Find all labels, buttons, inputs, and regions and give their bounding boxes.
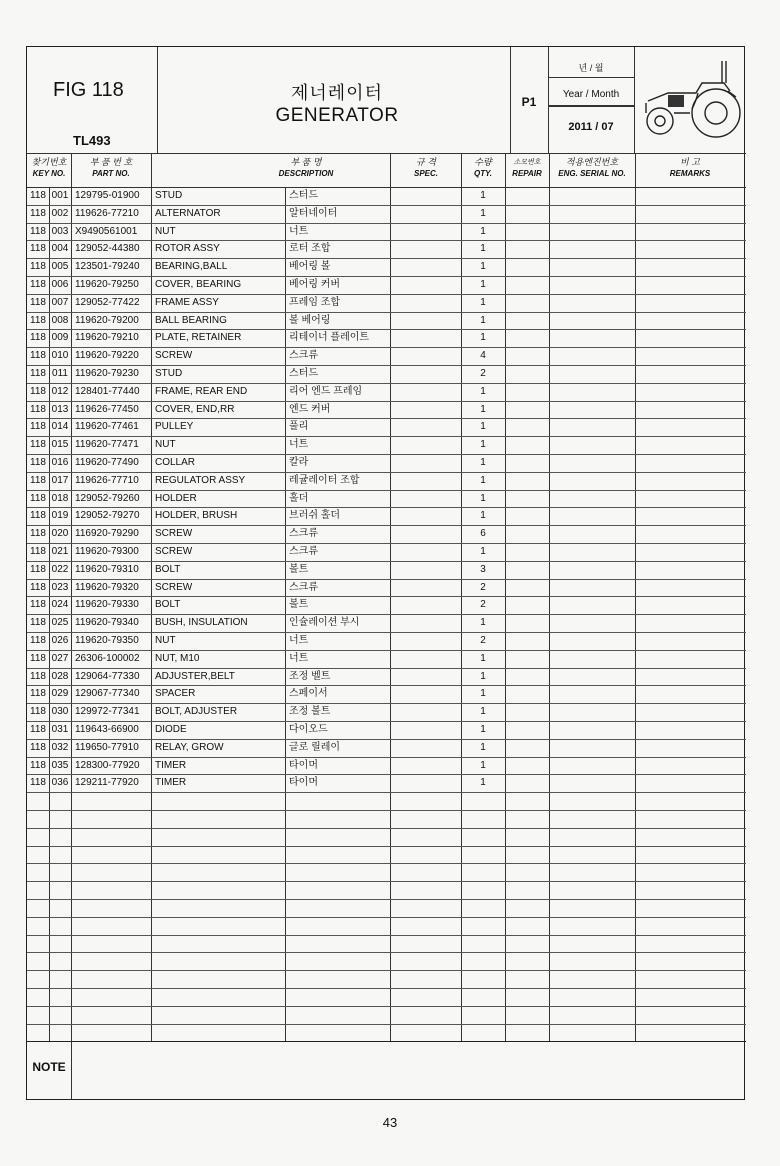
description-english-cell: NUT (155, 439, 176, 451)
key-number-cell: 026 (51, 635, 69, 646)
fig-number-cell: 118 (30, 385, 46, 397)
key-number-cell: 011 (52, 368, 68, 379)
tractor-icon (638, 53, 742, 147)
fig-number-cell: 118 (30, 635, 46, 646)
description-korean-cell: 너트 (289, 635, 309, 646)
quantity-cell: 1 (480, 492, 486, 504)
part-number-cell: 119620-79350 (75, 635, 139, 646)
part-number-cell: 129052-77422 (75, 296, 140, 308)
description-english-cell: SCREW (155, 581, 193, 593)
part-number-cell: 119626-77450 (75, 403, 139, 415)
table-row (27, 472, 746, 490)
description-korean-cell: 너트 (289, 652, 309, 664)
table-row (27, 650, 746, 668)
quantity-cell: 1 (480, 688, 486, 700)
key-number-cell: 005 (51, 261, 69, 273)
description-korean-cell: 스크류 (289, 350, 318, 362)
quantity-cell: 1 (480, 724, 486, 735)
quantity-cell: 1 (480, 385, 486, 397)
quantity-cell: 1 (480, 777, 486, 789)
fig-number-cell: 118 (30, 546, 46, 557)
fig-number-cell: 118 (30, 741, 46, 753)
fig-number-cell: 118 (30, 581, 46, 593)
table-row (27, 596, 746, 614)
quantity-cell: 4 (480, 350, 486, 362)
quantity-cell: 1 (480, 403, 486, 415)
quantity-cell: 2 (480, 599, 486, 611)
table-row (27, 383, 746, 401)
fig-number-cell: 118 (30, 457, 46, 468)
table-row (27, 579, 746, 597)
quantity-cell: 1 (480, 332, 486, 344)
quantity-cell: 1 (480, 670, 486, 682)
part-number-cell: 119650-77910 (75, 741, 139, 753)
description-english-cell: ROTOR ASSY (155, 243, 220, 255)
description-english-cell: NUT (155, 225, 176, 237)
part-number-cell: 119620-79250 (75, 279, 139, 290)
key-number-cell: 020 (51, 528, 69, 540)
quantity-cell: 1 (480, 279, 486, 290)
key-number-cell: 016 (51, 457, 69, 468)
quantity-cell: 1 (480, 510, 486, 522)
table-row (27, 223, 746, 241)
table-row (27, 774, 746, 792)
key-number-cell: 003 (51, 225, 69, 237)
description-korean-cell: 로터 조합 (289, 243, 331, 255)
fig-number-cell: 118 (30, 528, 46, 540)
fig-number-cell: 118 (30, 314, 46, 326)
table-row (27, 276, 746, 294)
key-number-cell: 024 (51, 599, 69, 611)
key-number-cell: 017 (51, 474, 69, 486)
note-divider (71, 1041, 72, 1099)
grid-row-line (27, 1006, 746, 1007)
part-number-cell: 129067-77340 (75, 688, 140, 700)
part-number-cell: 119620-79310 (75, 563, 139, 575)
fig-number-cell: 118 (30, 688, 46, 700)
part-number-cell: X9490561001 (75, 225, 138, 237)
part-number-cell: 129972-77341 (75, 706, 140, 718)
fig-number-cell: 118 (30, 403, 46, 415)
table-row (27, 543, 746, 561)
part-number-cell: 119620-79220 (75, 350, 139, 362)
part-number-cell: 129064-77330 (75, 670, 140, 682)
grid-row-line (27, 952, 746, 953)
column-header-repair: 소모번호 REPAIR (512, 159, 542, 178)
fig-number-cell: 118 (30, 279, 46, 290)
key-number-cell: 015 (51, 439, 69, 451)
fig-number-cell: 118 (30, 350, 46, 362)
description-english-cell: ADJUSTER,BELT (155, 670, 235, 682)
column-header-remarks: 비 고 REMARKS (669, 157, 711, 178)
description-english-cell: FRAME ASSY (155, 296, 219, 308)
table-row (27, 703, 746, 721)
description-english-cell: BEARING,BALL (155, 261, 228, 273)
table-row (27, 258, 746, 276)
figure-number: FIG 118 (53, 79, 124, 101)
page-label: P1 (521, 95, 537, 109)
description-korean-cell: 리어 엔드 프레임 (289, 385, 363, 397)
quantity-cell: 1 (480, 617, 486, 629)
fig-number-cell: 118 (30, 777, 46, 789)
table-row (27, 365, 746, 383)
column-header-engine-serial: 적용엔진번호 ENG. SERIAL NO. (558, 157, 626, 178)
table-row (27, 561, 746, 579)
description-english-cell: BUSH, INSULATION (155, 617, 248, 629)
description-korean-cell: 볼트 (289, 599, 309, 611)
key-number-cell: 030 (51, 706, 69, 718)
key-number-cell: 027 (51, 652, 69, 664)
description-korean-cell: 리테이너 플레이트 (289, 332, 370, 344)
table-row (27, 401, 746, 419)
part-number-cell: 119626-77710 (75, 474, 139, 486)
key-number-cell: 012 (51, 385, 69, 397)
grid-row-line (27, 846, 746, 847)
note-label: NOTE (32, 1060, 66, 1074)
description-english-cell: COLLAR (155, 457, 196, 468)
key-number-cell: 018 (51, 492, 69, 504)
fig-number-cell: 118 (30, 706, 46, 718)
part-number-cell: 123501-79240 (75, 261, 140, 273)
description-korean-cell: 인슐레이션 부시 (289, 617, 360, 629)
fig-number-cell: 118 (30, 563, 46, 575)
quantity-cell: 1 (480, 474, 486, 486)
description-korean-cell: 타이머 (289, 777, 318, 789)
description-korean-cell: 조정 볼트 (289, 706, 331, 718)
fig-number-cell: 118 (30, 599, 46, 611)
table-row (27, 312, 746, 330)
part-number-cell: 129211-77920 (75, 777, 139, 789)
fig-number-cell: 118 (30, 759, 46, 771)
description-korean-cell: 스페이서 (289, 688, 328, 700)
quantity-cell: 2 (480, 581, 486, 593)
fig-number-cell: 118 (30, 724, 46, 735)
description-korean-cell: 타이머 (289, 759, 318, 771)
description-korean-cell: 칼라 (289, 457, 309, 468)
key-number-cell: 006 (51, 279, 69, 290)
part-number-cell: 119626-77210 (75, 207, 139, 219)
quantity-cell: 1 (480, 546, 486, 557)
quantity-cell: 1 (480, 296, 486, 308)
note-rule (27, 1041, 746, 1042)
grid-row-line (27, 970, 746, 971)
description-korean-cell: 베어링 볼 (289, 261, 331, 273)
description-korean-cell: 풀리 (289, 421, 309, 433)
table-row (27, 205, 746, 223)
description-korean-cell: 브러쉬 홀더 (289, 510, 341, 522)
description-korean-cell: 홀더 (289, 492, 309, 504)
part-number-cell: 26306-100002 (75, 652, 140, 664)
quantity-cell: 1 (480, 741, 486, 753)
grid-row-line (27, 828, 746, 829)
grid-row-line (27, 1024, 746, 1025)
part-number-cell: 116920-79290 (75, 528, 139, 540)
fig-number-cell: 118 (30, 368, 46, 379)
quantity-cell: 1 (480, 190, 486, 201)
description-korean-cell: 엔드 커버 (289, 403, 331, 415)
description-korean-cell: 너트 (289, 225, 309, 237)
quantity-cell: 2 (480, 368, 486, 379)
description-english-cell: HOLDER, BRUSH (155, 510, 238, 522)
quantity-cell: 1 (480, 759, 486, 771)
description-english-cell: STUD (155, 190, 183, 201)
description-english-cell: BOLT, ADJUSTER (155, 706, 238, 718)
table-row (27, 187, 746, 205)
key-number-cell: 001 (51, 190, 69, 201)
part-number-cell: 129052-79260 (75, 492, 140, 504)
part-number-cell: 119620-79230 (75, 368, 139, 379)
column-header-description: 부 품 명 DESCRIPTION (278, 157, 334, 178)
quantity-cell: 1 (480, 314, 486, 326)
fig-number-cell: 118 (30, 296, 46, 308)
table-row (27, 454, 746, 472)
fig-number-cell: 118 (30, 332, 46, 344)
description-korean-cell: 글로 릴레이 (289, 741, 341, 753)
description-english-cell: COVER, END,RR (155, 403, 235, 415)
year-month-value: 2011 / 07 (568, 121, 614, 133)
description-english-cell: BOLT (155, 563, 181, 575)
fig-number-cell: 118 (30, 421, 46, 433)
part-number-cell: 128401-77440 (75, 385, 140, 397)
fig-number-cell: 118 (30, 474, 46, 486)
part-number-cell: 119620-77471 (75, 439, 139, 451)
part-number-cell: 128300-77920 (75, 759, 140, 771)
quantity-cell: 1 (480, 457, 486, 468)
title-korean: 제너레이터 (291, 83, 383, 103)
fig-number-cell: 118 (30, 652, 46, 664)
key-number-cell: 022 (51, 563, 69, 575)
description-korean-cell: 스크류 (289, 546, 318, 557)
grid-row-line (27, 881, 746, 882)
table-row (27, 525, 746, 543)
description-english-cell: SCREW (155, 546, 193, 557)
year-month-label-korean: 년 / 월 (578, 63, 604, 73)
fig-number-cell: 118 (30, 439, 46, 451)
key-number-cell: 035 (51, 759, 69, 771)
quantity-cell: 1 (480, 225, 486, 237)
header-divider (157, 47, 158, 153)
header-divider (510, 47, 511, 153)
fig-number-cell: 118 (30, 617, 46, 629)
key-number-cell: 004 (51, 243, 69, 255)
description-korean-cell: 프레임 조합 (289, 296, 341, 308)
table-row (27, 632, 746, 650)
description-english-cell: RELAY, GROW (155, 741, 224, 753)
part-number-cell: 129052-79270 (75, 510, 140, 522)
quantity-cell: 1 (480, 243, 486, 255)
description-english-cell: TIMER (155, 759, 187, 771)
parts-list-sheet (26, 46, 745, 1100)
fig-number-cell: 118 (30, 207, 46, 219)
key-number-cell: 028 (51, 670, 69, 682)
part-number-cell: 129795-01900 (75, 190, 140, 201)
table-row (27, 721, 746, 739)
grid-row-line (27, 917, 746, 918)
description-korean-cell: 볼 베어링 (289, 314, 331, 326)
key-number-cell: 008 (51, 314, 69, 326)
key-number-cell: 007 (51, 296, 69, 308)
description-english-cell: BOLT (155, 599, 181, 611)
page-number: 43 (382, 1115, 398, 1130)
quantity-cell: 1 (480, 421, 486, 433)
key-number-cell: 023 (51, 581, 69, 593)
key-number-cell: 029 (51, 688, 69, 700)
table-row (27, 668, 746, 686)
column-header-key: 찾기번호 KEY NO. (31, 157, 67, 178)
quantity-cell: 2 (480, 635, 486, 646)
part-number-cell: 129052-44380 (75, 243, 140, 255)
quantity-cell: 1 (480, 261, 486, 273)
key-number-cell: 013 (51, 403, 69, 415)
description-english-cell: DIODE (155, 724, 187, 735)
quantity-cell: 1 (480, 652, 486, 664)
description-korean-cell: 알터네이터 (289, 207, 338, 219)
key-number-cell: 019 (51, 510, 69, 522)
column-header-part: 부 품 번 호 PART NO. (89, 157, 133, 178)
grid-row-line (27, 935, 746, 936)
description-english-cell: REGULATOR ASSY (155, 474, 246, 486)
description-korean-cell: 레귤레이터 조합 (289, 474, 360, 486)
key-number-cell: 025 (51, 617, 69, 629)
description-korean-cell: 다이오드 (289, 724, 328, 735)
table-row (27, 739, 746, 757)
description-korean-cell: 조정 벨트 (289, 670, 331, 682)
fig-number-cell: 118 (30, 670, 46, 682)
description-korean-cell: 스크류 (289, 528, 318, 540)
description-english-cell: FRAME, REAR END (155, 385, 248, 397)
table-row (27, 685, 746, 703)
description-korean-cell: 스크류 (289, 581, 318, 593)
fig-number-cell: 118 (30, 225, 46, 237)
table-row (27, 614, 746, 632)
part-number-cell: 119643-66900 (75, 724, 139, 735)
fig-number-cell: 118 (30, 243, 46, 255)
description-english-cell: ALTERNATOR (155, 207, 221, 219)
part-number-cell: 119620-79200 (75, 314, 139, 326)
key-number-cell: 010 (51, 350, 69, 362)
key-number-cell: 002 (51, 207, 69, 219)
header-divider (548, 77, 634, 78)
table-row (27, 418, 746, 436)
description-korean-cell: 베어링 커버 (289, 279, 341, 290)
description-english-cell: PULLEY (155, 421, 194, 433)
description-english-cell: NUT (155, 635, 176, 646)
table-row (27, 347, 746, 365)
key-number-cell: 032 (51, 741, 69, 753)
part-number-cell: 119620-79340 (75, 617, 139, 629)
description-korean-cell: 스터드 (289, 368, 318, 379)
part-number-cell: 119620-79320 (75, 581, 139, 593)
part-number-cell: 119620-79210 (75, 332, 139, 344)
description-english-cell: STUD (155, 368, 183, 379)
description-korean-cell: 볼트 (289, 563, 309, 575)
part-number-cell: 119620-79300 (75, 546, 139, 557)
quantity-cell: 1 (480, 439, 486, 451)
part-number-cell: 119620-79330 (75, 599, 139, 611)
description-english-cell: PLATE, RETAINER (155, 332, 242, 344)
header-divider (548, 47, 549, 153)
description-english-cell: COVER, BEARING (155, 279, 242, 290)
quantity-cell: 1 (480, 706, 486, 718)
column-header-qty: 수량 QTY. (474, 157, 492, 178)
key-number-cell: 014 (51, 421, 69, 433)
grid-row-line (27, 810, 746, 811)
column-header-spec: 규 격 SPEC. (413, 157, 438, 178)
description-korean-cell: 스터드 (289, 190, 318, 201)
description-english-cell: TIMER (155, 777, 187, 789)
part-number-cell: 119620-77490 (75, 457, 139, 468)
fig-number-cell: 118 (30, 492, 46, 504)
key-number-cell: 009 (51, 332, 69, 344)
grid-row-line (27, 988, 746, 989)
model-code: TL493 (73, 133, 111, 148)
grid-row-line (27, 792, 746, 793)
key-number-cell: 031 (51, 724, 69, 735)
quantity-cell: 3 (480, 563, 486, 575)
quantity-cell: 6 (480, 528, 486, 540)
description-english-cell: SCREW (155, 350, 193, 362)
description-english-cell: HOLDER (155, 492, 197, 504)
year-month-label-english: Year / Month (562, 89, 620, 100)
fig-number-cell: 118 (30, 190, 46, 201)
table-row (27, 329, 746, 347)
table-row (27, 436, 746, 454)
fig-number-cell: 118 (30, 261, 46, 273)
description-english-cell: BALL BEARING (155, 314, 227, 326)
header-divider (634, 47, 635, 153)
table-row (27, 240, 746, 258)
quantity-cell: 1 (480, 207, 486, 219)
grid-row-line (27, 863, 746, 864)
description-english-cell: SCREW (155, 528, 193, 540)
title-english: GENERATOR (275, 105, 399, 126)
fig-number-cell: 118 (30, 510, 46, 522)
table-row (27, 294, 746, 312)
key-number-cell: 036 (51, 777, 69, 789)
table-row (27, 757, 746, 775)
table-row (27, 507, 746, 525)
key-number-cell: 021 (51, 546, 69, 557)
grid-row-line (27, 899, 746, 900)
table-row (27, 490, 746, 508)
description-english-cell: NUT, M10 (155, 652, 200, 664)
description-english-cell: SPACER (155, 688, 196, 700)
description-korean-cell: 너트 (289, 439, 309, 451)
header-divider (548, 105, 634, 107)
part-number-cell: 119620-77461 (75, 421, 139, 433)
